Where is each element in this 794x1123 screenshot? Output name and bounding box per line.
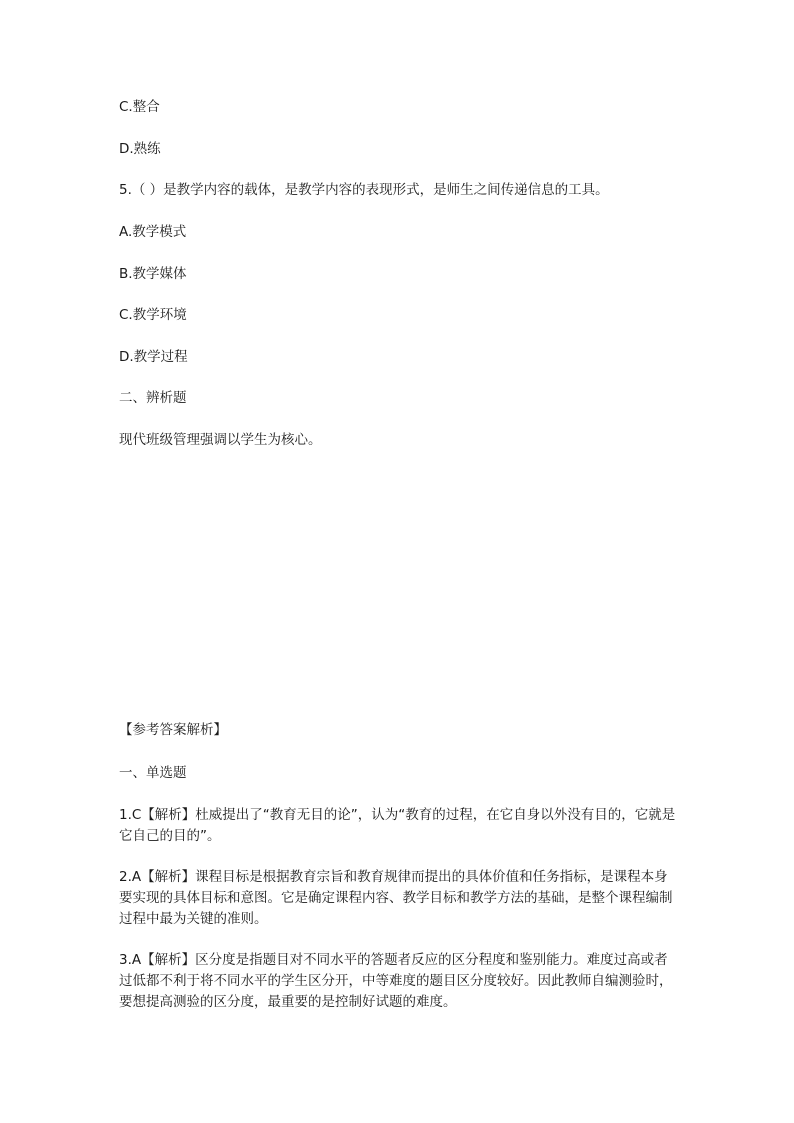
q5-option-a: A.教学模式 (119, 224, 187, 240)
section-2-statement: 现代班级管理强调以学生为核心。 (119, 432, 322, 448)
q4-option-c: C.整合 (119, 99, 160, 115)
section-2-heading: 二、辨析题 (119, 390, 187, 406)
answers-subheading: 一、单选题 (119, 765, 187, 781)
answer-item-2: 2.A【解析】课程目标是根据教育宗旨和教育规律而提出的具体价值和任务指标，是课程本身要实现的具体目标和意图。它是确定课程内容、教学目标和教学方法的基础，是整个课程编制过程中最为关键的准则。 (119, 869, 673, 927)
q5-option-c: C.教学环境 (119, 307, 187, 323)
q4-option-d: D.熟练 (119, 141, 161, 157)
q5-option-b: B.教学媒体 (119, 266, 187, 282)
answer-item-1: 1.C【解析】杜威提出了“教育无目的论”，认为“教育的过程，在它自身以外没有目的，它就是它自己的目的”。 (119, 807, 676, 844)
answers-heading: 【参考答案解析】 (119, 722, 227, 738)
q5-option-d: D.教学过程 (119, 349, 188, 365)
question-5-stem: 5.（ ）是教学内容的载体，是教学内容的表现形式，是师生之间传递信息的工具。 (119, 182, 609, 198)
answer-item-3: 3.A【解析】区分度是指题目对不同水平的答题者反应的区分程度和鉴别能力。难度过高或者过低都不利于将不同水平的学生区分开，中等难度的题目区分度较好。因此教师自编测验时，要想提高测验的区分度，最重要的是控制好试题的难度。 (119, 952, 673, 1010)
